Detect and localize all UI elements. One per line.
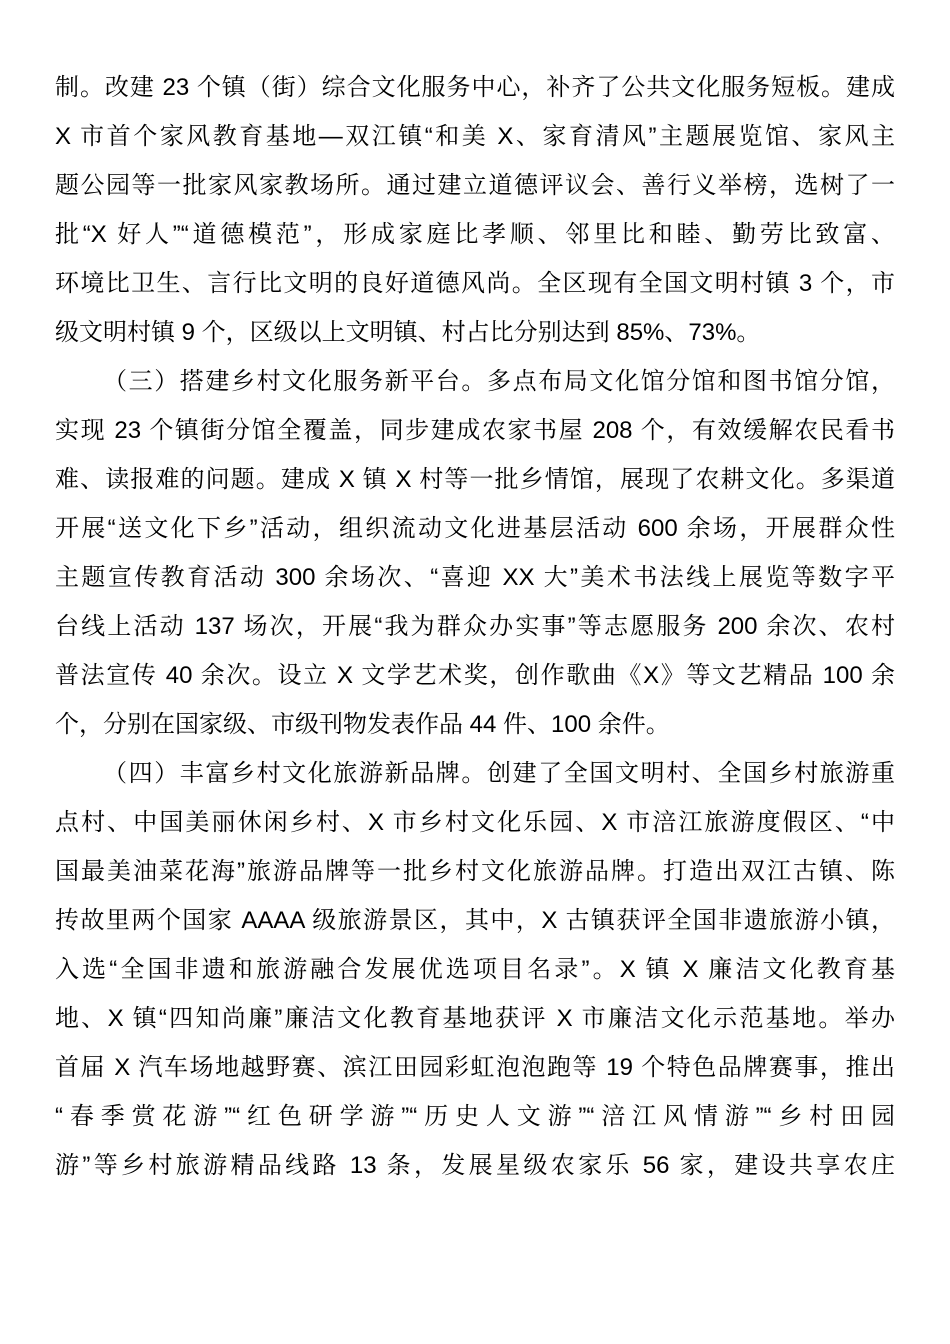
text-line: 批“X 好人”“道德模范”，形成家庭比孝顺、邻里比和睦、勤劳比致富、 [55,221,895,248]
text-line: “春季赏花游”“红色研学游”“历史人文游”“涪江风情游”“乡村田园 [55,1103,895,1130]
text-line: 普法宣传 40 余次。设立 X 文学艺术奖，创作歌曲《X》等文艺精品 100 余 [55,662,895,689]
text-line: 个，分别在国家级、市级刊物发表作品 44 件、100 余件。 [55,711,670,738]
text-line: 台线上活动 137 场次，开展“我为群众办实事”等志愿服务 200 余次、农村 [55,613,895,640]
text-line: 制。改建 23 个镇（街）综合文化服务中心，补齐了公共文化服务短板。建成 [55,74,895,101]
text-line: （三）搭建乡村文化服务新平台。多点布局文化馆分馆和图书馆分馆， [103,368,895,395]
text-line: 入选“全国非遗和旅游融合发展优选项目名录”。X 镇 X 廉洁文化教育基 [55,956,895,983]
text-line: 地、X 镇“四知尚廉”廉洁文化教育基地获评 X 市廉洁文化示范基地。举办 [55,1005,895,1032]
paragraph [55,749,895,1190]
paragraph [55,357,895,749]
paragraph [55,63,895,357]
text-line: X 市首个家风教育基地—双江镇“和美 X、家育清风”主题展览馆、家风主 [55,123,895,150]
document-body [55,63,895,1190]
text-line: 游”等乡村旅游精品线路 13 条，发展星级农家乐 56 家，建设共享农庄 [55,1152,895,1179]
text-line: 级文明村镇 9 个，区级以上文明镇、村占比分别达到 85%、73%。 [55,319,761,346]
text-line: 环境比卫生、言行比文明的良好道德风尚。全区现有全国文明村镇 3 个，市 [55,270,895,297]
text-line: 抟故里两个国家 AAAA 级旅游景区，其中，X 古镇获评全国非遗旅游小镇， [55,907,895,934]
text-line: 开展“送文化下乡”活动，组织流动文化进基层活动 600 余场，开展群众性 [55,515,895,542]
text-line: （四）丰富乡村文化旅游新品牌。创建了全国文明村、全国乡村旅游重 [103,760,895,787]
text-line: 点村、中国美丽休闲乡村、X 市乡村文化乐园、X 市涪江旅游度假区、“中 [55,809,895,836]
text-line: 国最美油菜花海”旅游品牌等一批乡村文化旅游品牌。打造出双江古镇、陈 [55,858,895,885]
text-line: 主题宣传教育活动 300 余场次、“喜迎 XX 大”美术书法线上展览等数字平 [55,564,895,591]
text-line: 难、读报难的问题。建成 X 镇 X 村等一批乡情馆，展现了农耕文化。多渠道 [55,466,895,493]
text-line: 题公园等一批家风家教场所。通过建立道德评议会、善行义举榜，选树了一 [55,172,895,199]
text-line: 实现 23 个镇街分馆全覆盖，同步建成农家书屋 208 个，有效缓解农民看书 [55,417,895,444]
text-line: 首届 X 汽车场地越野赛、滨江田园彩虹泡泡跑等 19 个特色品牌赛事，推出 [55,1054,895,1081]
